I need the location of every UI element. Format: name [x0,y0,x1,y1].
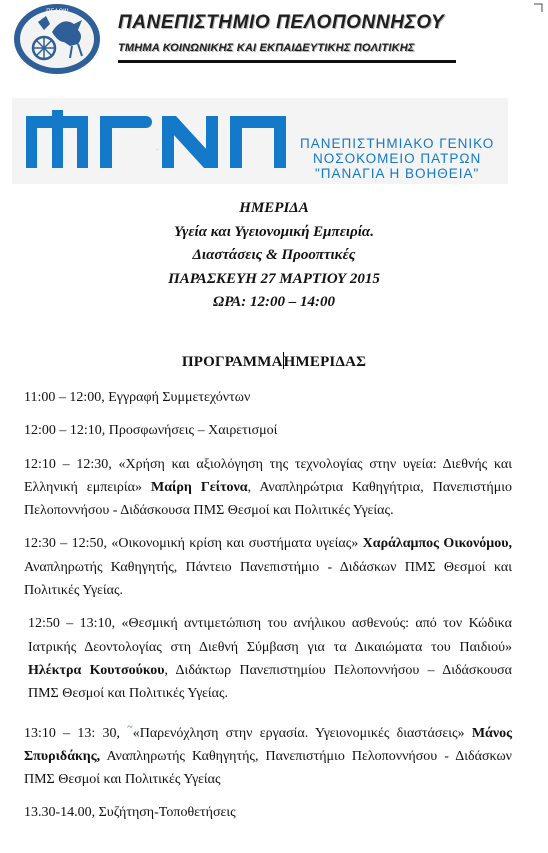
programme-item-affiliation: , Αναπληρώτρια Καθηγήτρια, Πανεπιστήμιο Πελοποννήσου - Διδάσκουσα ΠΜΣ Θεσμοί και Πολιτικές Υγείας. [24,479,512,519]
programme-item-speaker: Μαίρη Γείτονα [151,479,248,495]
programme-item-text: 13.30-14.00, Συζήτηση-Τοποθετήσεις [24,805,236,821]
event-date: ΠΑΡΑΣΚΕΥΗ 27 ΜΑΡΤΙΟΥ 2015 [168,270,380,287]
hospital-logo-text: ΠΓΝΠ [156,150,159,151]
programme-item-speaker: Χαράλαμπος Οικονόμου, [362,536,512,552]
programme-title-part2: ΗΜΕΡΙΔΑΣ [283,354,367,370]
programme-item [24,612,512,705]
hospital-name-line-2: ΝΟΣΟΚΟΜΕΙΟ ΠΑΤΡΩΝ [312,151,482,166]
event-title: Υγεία και Υγειονομική Εμπειρία. [174,223,374,240]
programme-item-text: 11:00 – 12:00, Εγγραφή Συμμετεχόντων [24,390,251,405]
university-seal-logo [12,2,102,76]
event-type: ΗΜΕΡΙΔΑ [239,200,309,216]
programme-item-talk: 12:10 – 12:30, «Χρήση και αξιολόγηση της τεχνολογίας στην υγεία: Διεθνής και Ελληνική εμπειρία» [24,456,512,495]
programme-item-affiliation: Αναπληρωτής Καθηγητής, Πάντειο Πανεπιστήμιο - Διδάσκων ΠΜΣ Θεσμοί και Πολιτικές Υγείας. [24,559,512,599]
hospital-banner [12,98,508,184]
programme-item [24,453,512,523]
programme-item [24,801,512,824]
spellcheck-mark: ~ [127,721,133,733]
header-divider [118,60,456,63]
programme-title-part1: ΠΡΟΓΡΑΜΜΑ [181,354,283,370]
programme-item [24,419,512,442]
programme-item [24,716,512,792]
department-name: ΤΜΗΜΑ ΚΟΙΝΩΝΙΚΗΣ ΚΑΙ ΕΚΠΑΙΔΕΥΤΙΚΗΣ ΠΟΛΙΤΙΚΗΣ [118,42,415,54]
programme-item-text: 12:00 – 12:10, Προσφωνήσεις – Χαιρετισμοί [24,423,278,439]
programme-item-talk: 12:30 – 12:50, «Οικονομική κρίση και συστήματα υγείας» [24,536,359,552]
programme-item-affiliation: Αναπληρωτής Καθηγητής, Πανεπιστήμιο Πελοποννήσου - Διδάσκων ΠΜΣ Θεσμοί και Πολιτικές Υγείας [24,748,512,788]
programme-list [24,386,512,835]
university-header [0,0,548,80]
programme-item-talk: 12:50 – 13:10, «Θεσμική αντιμετώπιση του ανήλικου ασθενούς: από τον Κώδικα Ιατρικής Δεοντολογίας στη Διεθνή Σύμβαση για τα Δικαιώματα του Παιδιού» [28,616,512,655]
programme-item-talk: «Παρενόχληση στην εργασία. Υγειονομικές διαστάσεις» [132,725,465,741]
programme-title [0,352,548,371]
programme-item-speaker: Ηλέκτρα Κουτσούκου [28,662,165,678]
seal-lettering: ΠΕΛΟΨ [46,8,68,15]
programme-item [24,532,512,602]
event-subtitle: Διαστάσεις & Προοπτικές [192,247,356,263]
hospital-name-line-1: ΠΑΝΕΠΙΣΤΗΜΙΑΚΟ ΓΕΝΙΚΟ [300,136,495,151]
hospital-logo [26,110,286,168]
hospital-name [300,136,494,181]
programme-item-time: 13:10 – 13: 30, [24,725,121,741]
event-time: ΩΡΑ: 12:00 – 14:00 [213,294,335,310]
event-heading [0,197,548,315]
university-name: ΠΑΝΕΠΙΣΤΗΜΙΟ ΠΕΛΟΠΟΝΝΗΣΟΥ [118,12,445,33]
programme-item [24,386,512,409]
programme-item-speaker: Μάνος Σπυριδάκης, [24,725,513,764]
corner-mark-icon [534,2,544,12]
hospital-name-line-3: "ΠΑΝΑΓΙΑ Η ΒΟΗΘΕΙΑ" [314,166,480,181]
programme-item-affiliation: , Διδάκτωρ Πανεπιστημίου Πελοποννήσου – Διδάσκουσα ΠΜΣ Θεσμοί και Πολιτικές Υγείας. [28,662,513,702]
